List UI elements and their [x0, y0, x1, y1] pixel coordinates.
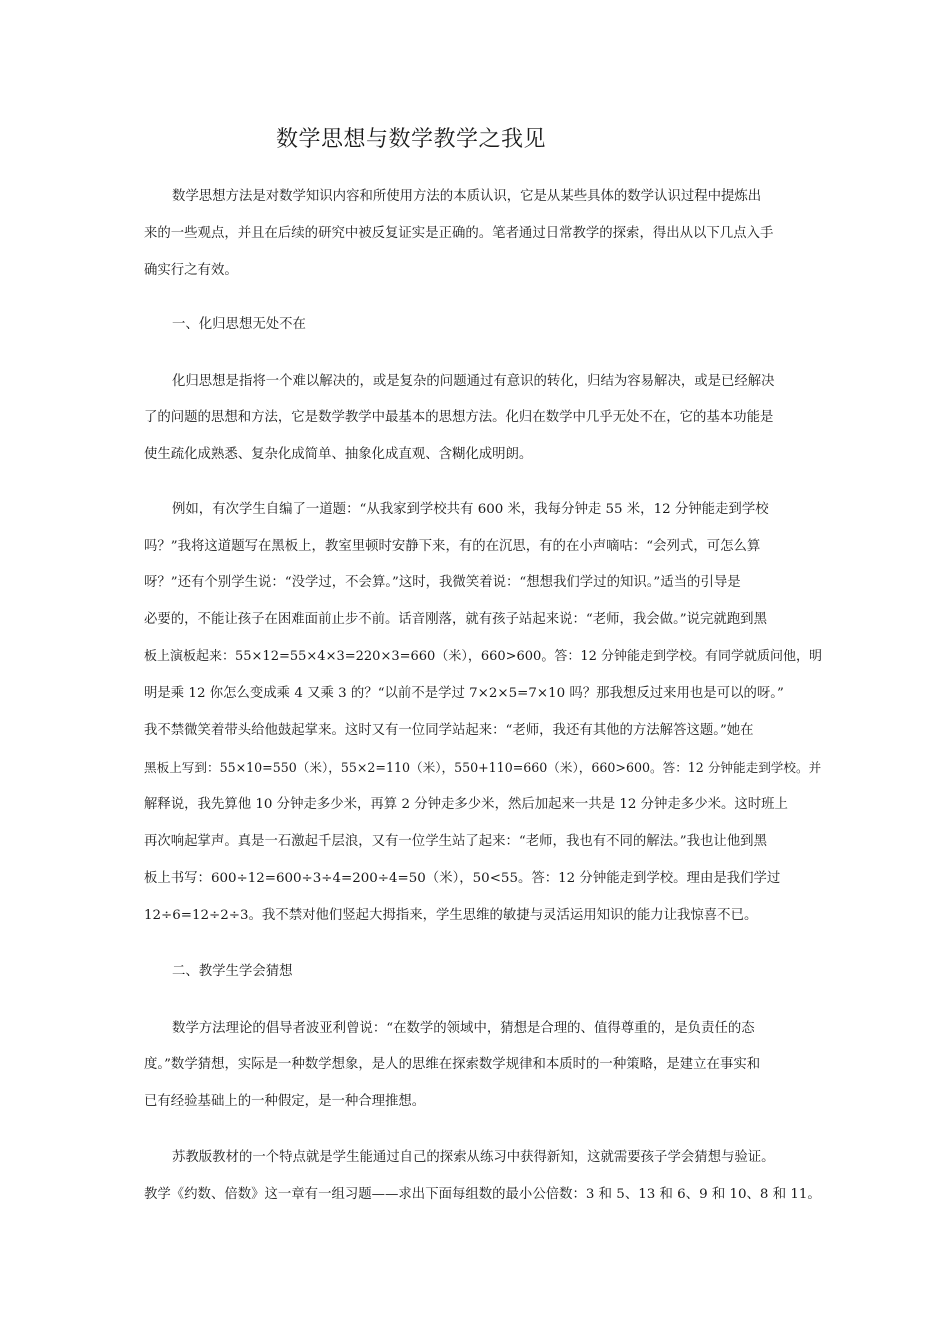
paragraph-line: 教学《约数、倍数》这一章有一组习题——求出下面每组数的最小公倍数：3 和 5、13 和 6、9 和 10、8 和 11。 [144, 1187, 821, 1202]
paragraph-line: 苏教版教材的一个特点就是学生能通过自己的探索从练习中获得新知，这就需要孩子学会猜想与验证。 [172, 1150, 775, 1165]
paragraph-line: 明是乘 12 你怎么变成乘 4 又乘 3 的？“以前不是学过 7×2×5=7×10 吗？那我想反过来用也是可以的呀。” [144, 686, 784, 701]
paragraph-line: 呀？”还有个别学生说：“没学过，不会算。”这时，我微笑着说：“想想我们学过的知识。”适当的引导是 [144, 575, 741, 590]
section-heading: 一、化归思想无处不在 [172, 317, 306, 332]
section-heading: 二、教学生学会猜想 [172, 964, 293, 979]
paragraph-line: 度。”数学猜想，实际是一种数学想象，是人的思维在探索数学规律和本质时的一种策略，是建立在事实和 [144, 1057, 761, 1072]
paragraph-line: 12÷6=12÷2÷3。我不禁对他们竖起大拇指来，学生思维的敏捷与灵活运用知识的能力让我惊喜不已。 [144, 908, 758, 923]
paragraph-line: 板上演板起来：55×12=55×4×3=220×3=660（米），660>600。答：12 分钟能走到学校。有同学就质问他，明 [144, 649, 823, 664]
paragraph-line: 必要的，不能让孩子在困难面前止步不前。话音刚落，就有孩子站起来说：“老师，我会做。”说完就跑到黑 [144, 612, 767, 627]
paragraph-line: 再次响起掌声。真是一石激起千层浪，又有一位学生站了起来：“老师，我也有不同的解法。”我也让他到黑 [144, 834, 767, 849]
paragraph-line: 数学思想方法是对数学知识内容和所使用方法的本质认识，它是从某些具体的数学认识过程中提炼出 [172, 189, 762, 204]
document-title: 数学思想与数学教学之我见 [276, 127, 547, 152]
paragraph-line: 黑板上写到：55×10=550（米），55×2=110（米），550+110=660（米），660>600。答：12 分钟能走到学校。并 [144, 760, 822, 775]
paragraph-line: 解释说，我先算他 10 分钟走多少米，再算 2 分钟走多少米，然后加起来一共是 12 分钟走多少米。这时班上 [144, 797, 788, 812]
paragraph-line: 来的一些观点，并且在后续的研究中被反复证实是正确的。笔者通过日常教学的探索，得出从以下几点入手 [144, 226, 774, 241]
paragraph-line: 吗？”我将这道题写在黑板上，教室里顿时安静下来，有的在沉思，有的在小声嘀咕：“会列式，可怎么算 [144, 539, 761, 554]
paragraph-line: 例如，有次学生自编了一道题：“从我家到学校共有 600 米，我每分钟走 55 米，12 分钟能走到学校 [172, 502, 769, 517]
paragraph-line: 数学方法理论的倡导者波亚利曾说：“在数学的领域中，猜想是合理的、值得尊重的，是负责任的态 [172, 1021, 755, 1036]
paragraph-line: 化归思想是指将一个难以解决的，或是复杂的问题通过有意识的转化，归结为容易解决，或是已经解决 [172, 374, 775, 389]
paragraph-line: 使生疏化成熟悉、复杂化成简单、抽象化成直观、含糊化成明朗。 [144, 447, 533, 462]
paragraph-line: 确实行之有效。 [144, 263, 238, 278]
paragraph-line: 了的问题的思想和方法，它是数学教学中最基本的思想方法。化归在数学中几乎无处不在，它的基本功能是 [144, 410, 774, 425]
paragraph-line: 我不禁微笑着带头给他鼓起掌来。这时又有一位同学站起来：“老师，我还有其他的方法解答这题。”她在 [144, 723, 754, 738]
paragraph-line: 已有经验基础上的一种假定，是一种合理推想。 [144, 1094, 426, 1109]
paragraph-line: 板上书写：600÷12=600÷3÷4=200÷4=50（米），50<55。答：12 分钟能走到学校。理由是我们学过 [144, 871, 781, 886]
